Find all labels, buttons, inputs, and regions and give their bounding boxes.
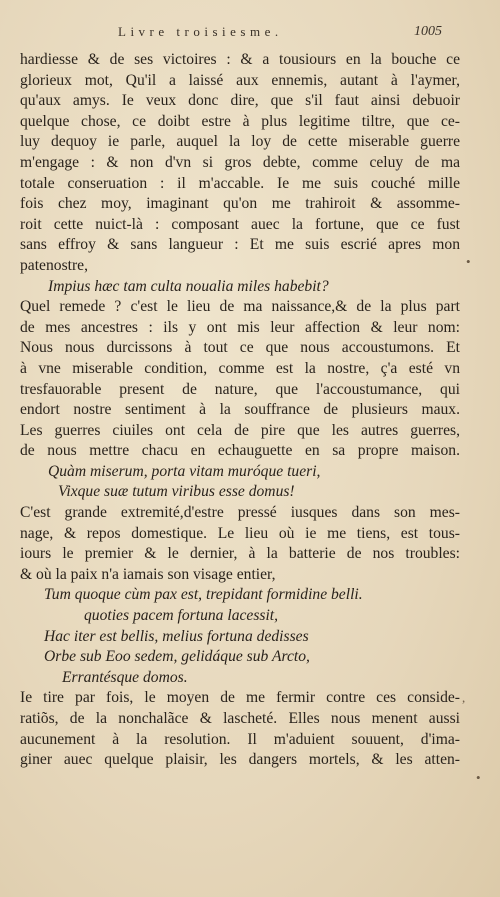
margin-mark: , (462, 690, 466, 705)
body-text (20, 50, 460, 771)
text-line: totale conseruation : il m'accable. Ie me suis couché mille (20, 174, 460, 192)
text-line: luy dequoy ie parle, auquel la loy de cette miserable guerre (20, 133, 460, 151)
text-line: Nous nous durcissons à tout ce que nous accoustumons. Et (20, 339, 460, 357)
text-line: Quel remede ? c'est le lieu de ma naissance,& de la plus part (20, 298, 460, 316)
verse-line: Vixque suæ tutum viribus esse domus! (58, 483, 295, 501)
verse-line: Tum quoque cùm pax est, trepidant formidine belli. (44, 586, 363, 604)
text-line: nage, & repos domestique. Le lieu où ie me tiens, est tous- (20, 524, 460, 542)
verse-line: Impius hæc tam culta noualia miles habebit? (48, 277, 329, 295)
margin-mark: • (476, 770, 481, 785)
text-line: & où la paix n'a iamais son visage entier, (20, 565, 276, 583)
text-line: C'est grande extremité,d'estre pressé iusques dans son mes- (20, 504, 460, 522)
text-line: hardiesse & de ses victoires : & a tousiours en la bouche ce (20, 51, 460, 68)
text-line: de nous mettre chacu en echauguette en sa propre maison. (20, 442, 460, 460)
text-line: quelque chose, ce doibt estre à plus legitime tiltre, que ce- (20, 112, 460, 130)
margin-mark: • (466, 254, 471, 269)
text-line: giner auec quelque plaisir, les dangers mortels, & les atten- (20, 751, 460, 769)
text-line: patenostre, (20, 256, 88, 274)
text-line: endort nostre sentiment à la souffrance de plusieurs maux. (20, 401, 460, 419)
text-line: roit cette nuict-là : composant auec la fortune, que ce fust (20, 215, 460, 233)
text-line: m'engage : & non d'vn si gros debte, comme celuy de ma (20, 153, 460, 171)
text-line: Ie tire par fois, le moyen de me fermir contre ces conside- (20, 689, 460, 707)
text-line: ratiõs, de la nonchalãce & lascheté. Elles nous menent aussi (20, 710, 460, 727)
verse-line: Errantésque domos. (62, 668, 188, 686)
verse-line: Quàm miserum, porta vitam muróque tueri, (48, 462, 321, 480)
running-head: Livre troisiesme. (118, 24, 283, 39)
text-line: fois chez moy, imaginant qu'on me trahiroit & assomme- (20, 195, 460, 213)
page-header (0, 24, 500, 46)
verse-line: Hac iter est bellis, melius fortuna dedisses (44, 627, 309, 645)
text-line: glorieux mot, Qu'il a laissé aux ennemis, autant à l'aymer, (20, 71, 460, 89)
text-line: de mes ancestres : ils y ont mis leur affection & leur nom: (20, 318, 460, 336)
text-line: qu'aux amys. Ie veux donc dire, que s'il faut ainsi debuoir (20, 92, 460, 110)
text-line: Les guerres ciuiles ont cela de pire que les autres guerres, (20, 421, 460, 439)
text-line: à vne miserable condition, comme est la nostre, ç'a esté vn (20, 359, 460, 377)
verse-line: quoties pacem fortuna lacessit, (84, 607, 279, 625)
text-line: sans effroy & sans langueur : Et me suis escrié apres mon (20, 236, 460, 254)
text-line: iours le premier & le dernier, à la batterie de nos troubles: (20, 545, 460, 563)
page-number: 1005 (414, 24, 442, 39)
text-line: tresfauorable present de nature, que l'accoustumance, qui (20, 380, 460, 398)
verse-line: Orbe sub Eoo sedem, gelidáque sub Arcto, (44, 648, 310, 666)
text-line: aucunement à la resolution. Il m'aduient souuent, d'ima- (20, 730, 460, 748)
